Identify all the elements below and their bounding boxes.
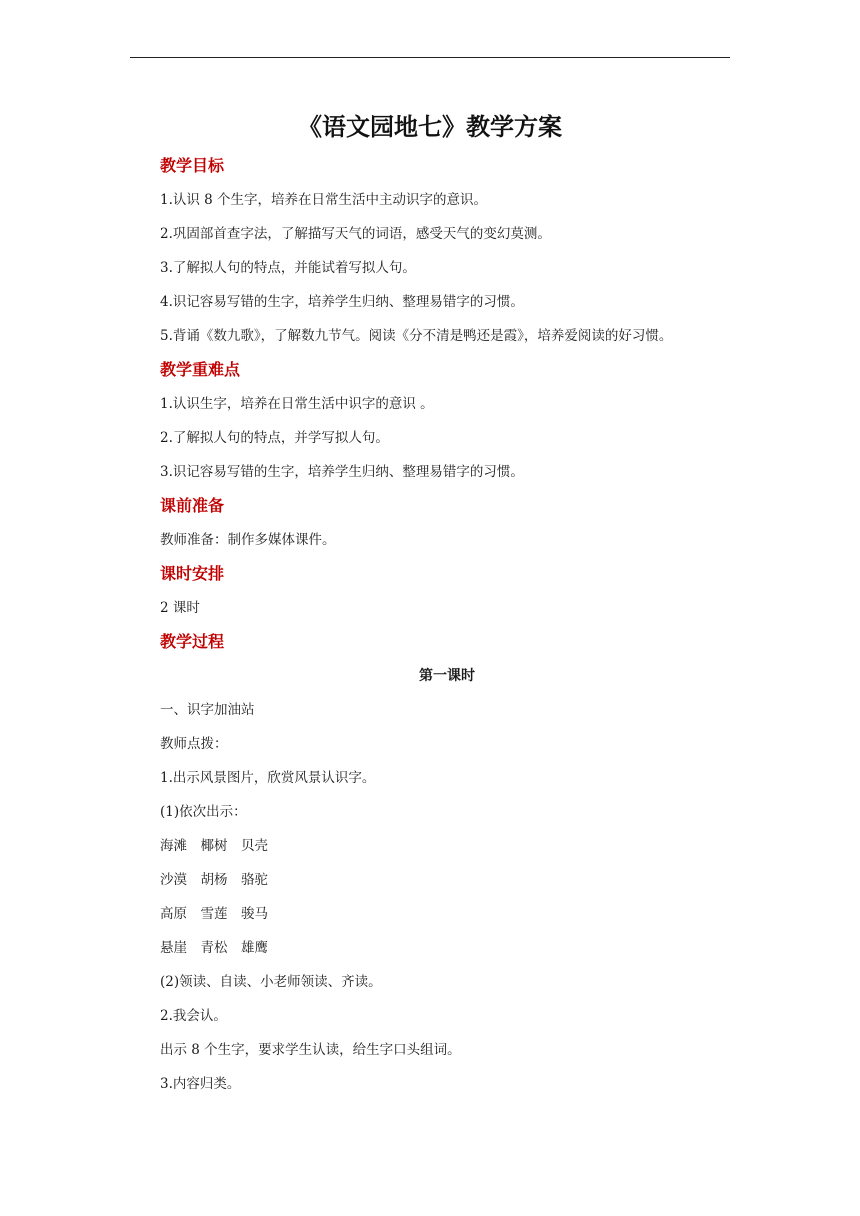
- word-group-row: 高原 雪莲 骏马: [160, 906, 268, 922]
- section-heading-goals: 教学目标: [160, 156, 225, 175]
- key-point-item: 3.识记容易写错的生字，培养学生归纳、整理易错字的习惯。: [160, 464, 524, 480]
- process-item: 2.我会认。: [160, 1008, 227, 1024]
- goal-item: 5.背诵《数九歌》，了解数九节气。阅读《分不清是鸭还是霞》，培养爱阅读的好习惯。: [160, 328, 673, 344]
- key-point-item: 2.了解拟人句的特点，并学写拟人句。: [160, 430, 389, 446]
- word-group-row: 沙漠 胡杨 骆驼: [160, 872, 268, 888]
- process-item: (1)依次出示：: [160, 804, 247, 820]
- process-item: 一、识字加油站: [160, 702, 255, 718]
- goal-item: 2.巩固部首查字法，了解描写天气的词语，感受天气的变幻莫测。: [160, 226, 551, 242]
- section-heading-schedule: 课时安排: [160, 564, 225, 583]
- section-heading-preparation: 课前准备: [160, 496, 225, 515]
- document-body: [160, 153, 760, 1105]
- key-point-item: 1.认识生字，培养在日常生活中识字的意识 。: [160, 396, 434, 412]
- schedule-item: 2 课时: [160, 600, 200, 616]
- process-item: 3.内容归类。: [160, 1076, 241, 1092]
- goal-item: 1.认识 8 个生字，培养在日常生活中主动识字的意识。: [160, 192, 488, 208]
- header-rule: [130, 57, 730, 58]
- section-heading-process: 教学过程: [160, 632, 225, 651]
- goal-item: 4.识记容易写错的生字，培养学生归纳、整理易错字的习惯。: [160, 294, 524, 310]
- document-title: 《语文园地七》教学方案: [298, 113, 562, 141]
- process-item: 出示 8 个生字，要求学生认读，给生字口头组词。: [160, 1042, 461, 1058]
- lesson-subheading: 第一课时: [419, 668, 475, 684]
- process-item: 1.出示风景图片，欣赏风景认识字。: [160, 770, 376, 786]
- preparation-item: 教师准备：制作多媒体课件。: [160, 532, 336, 548]
- word-group-row: 悬崖 青松 雄鹰: [160, 940, 268, 956]
- process-item: 教师点拨：: [160, 736, 228, 752]
- section-heading-key-points: 教学重难点: [160, 360, 241, 379]
- goal-item: 3.了解拟人句的特点，并能试着写拟人句。: [160, 260, 416, 276]
- process-item: (2)领读、自读、小老师领读、齐读。: [160, 974, 382, 990]
- word-group-row: 海滩 椰树 贝壳: [160, 838, 268, 854]
